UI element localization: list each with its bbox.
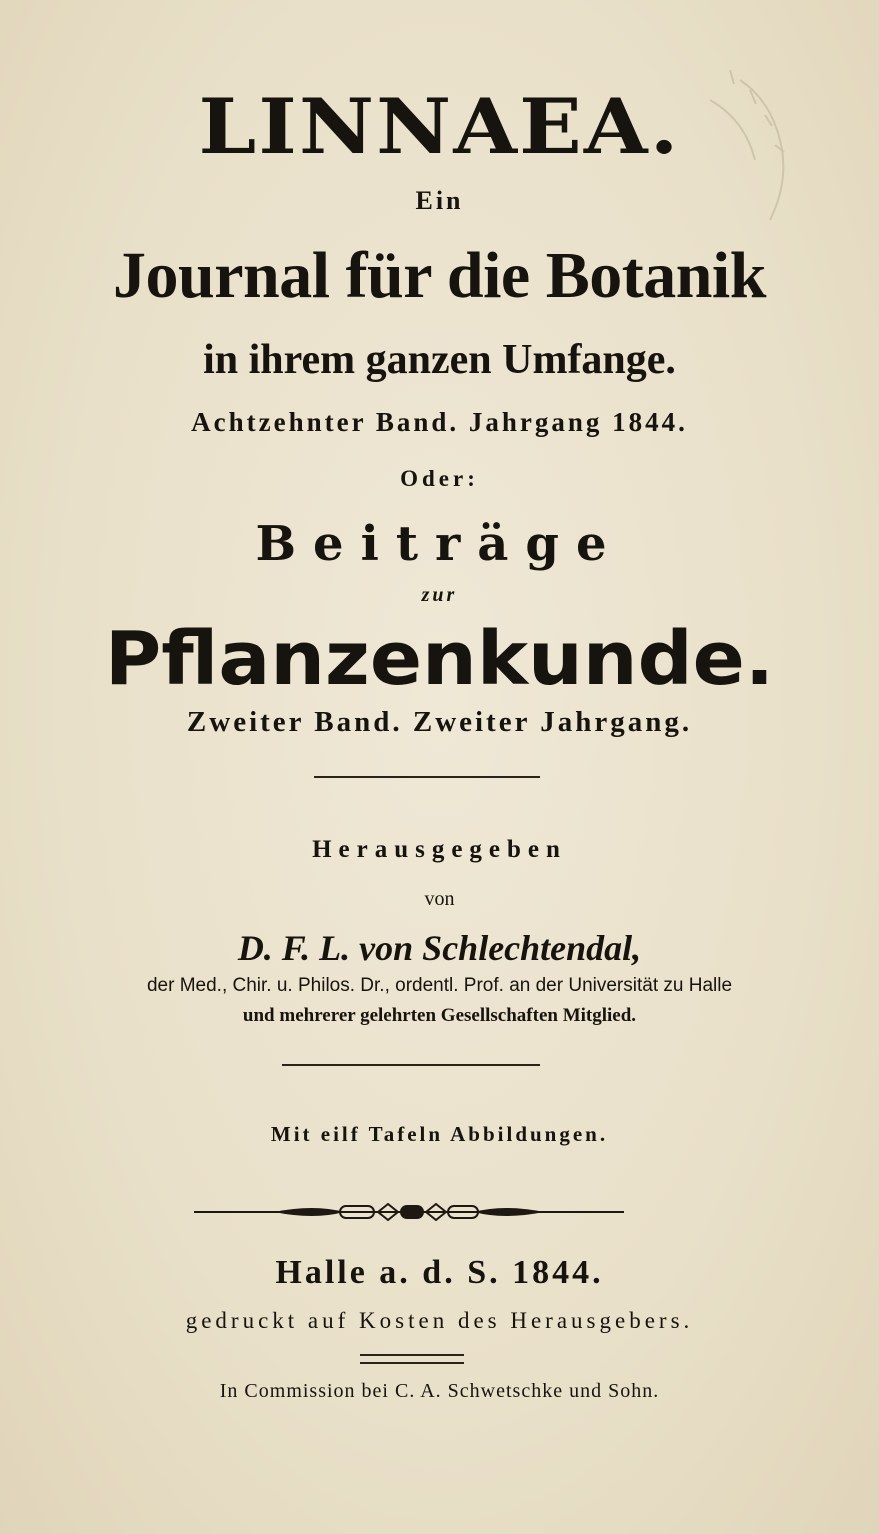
subtitle-ein: Ein <box>415 186 464 215</box>
imprint-printing-note: gedruckt auf Kosten des Herausgebers. <box>185 1308 694 1333</box>
divider-rule <box>314 776 540 778</box>
imprint-place-year: Halle a. d. S. 1844. <box>275 1254 604 1291</box>
alternate-volume-line: Zweiter Band. Zweiter Jahrgang. <box>186 706 693 738</box>
von-label: von <box>424 888 455 910</box>
edited-by-label: Herausgegeben <box>312 836 567 863</box>
alternate-title-pflanzenkunde: Pflanzenkunde. <box>104 616 775 702</box>
double-divider-rule <box>360 1354 464 1364</box>
alternate-title-zur: zur <box>421 584 458 606</box>
ornamental-divider-icon <box>194 1200 624 1224</box>
volume-line: Achtzehnter Band. Jahrgang 1844. <box>191 407 688 437</box>
commission-publisher: In Commission bei C. A. Schwetschke und Sohn. <box>219 1380 660 1402</box>
alternate-title-oder: Oder: <box>400 466 479 491</box>
editor-name: D. F. L. von Schlechtendal, <box>237 928 642 968</box>
journal-title: LINNAEA. <box>198 82 681 171</box>
editor-credentials-line1: der Med., Chir. u. Philos. Dr., ordentl. Prof. an der Universität zu Halle <box>146 975 733 996</box>
editor-credentials-line2: und mehrerer gelehrten Gesellschaften Mitglied. <box>242 1005 637 1026</box>
divider-rule <box>282 1064 540 1066</box>
subtitle-journal: Journal für die Botanik <box>113 239 766 312</box>
plates-note: Mit eilf Tafeln Abbildungen. <box>270 1122 609 1146</box>
subtitle-scope: in ihrem ganzen Umfange. <box>203 337 676 383</box>
alternate-title-beitraege: Beiträge <box>255 516 624 572</box>
